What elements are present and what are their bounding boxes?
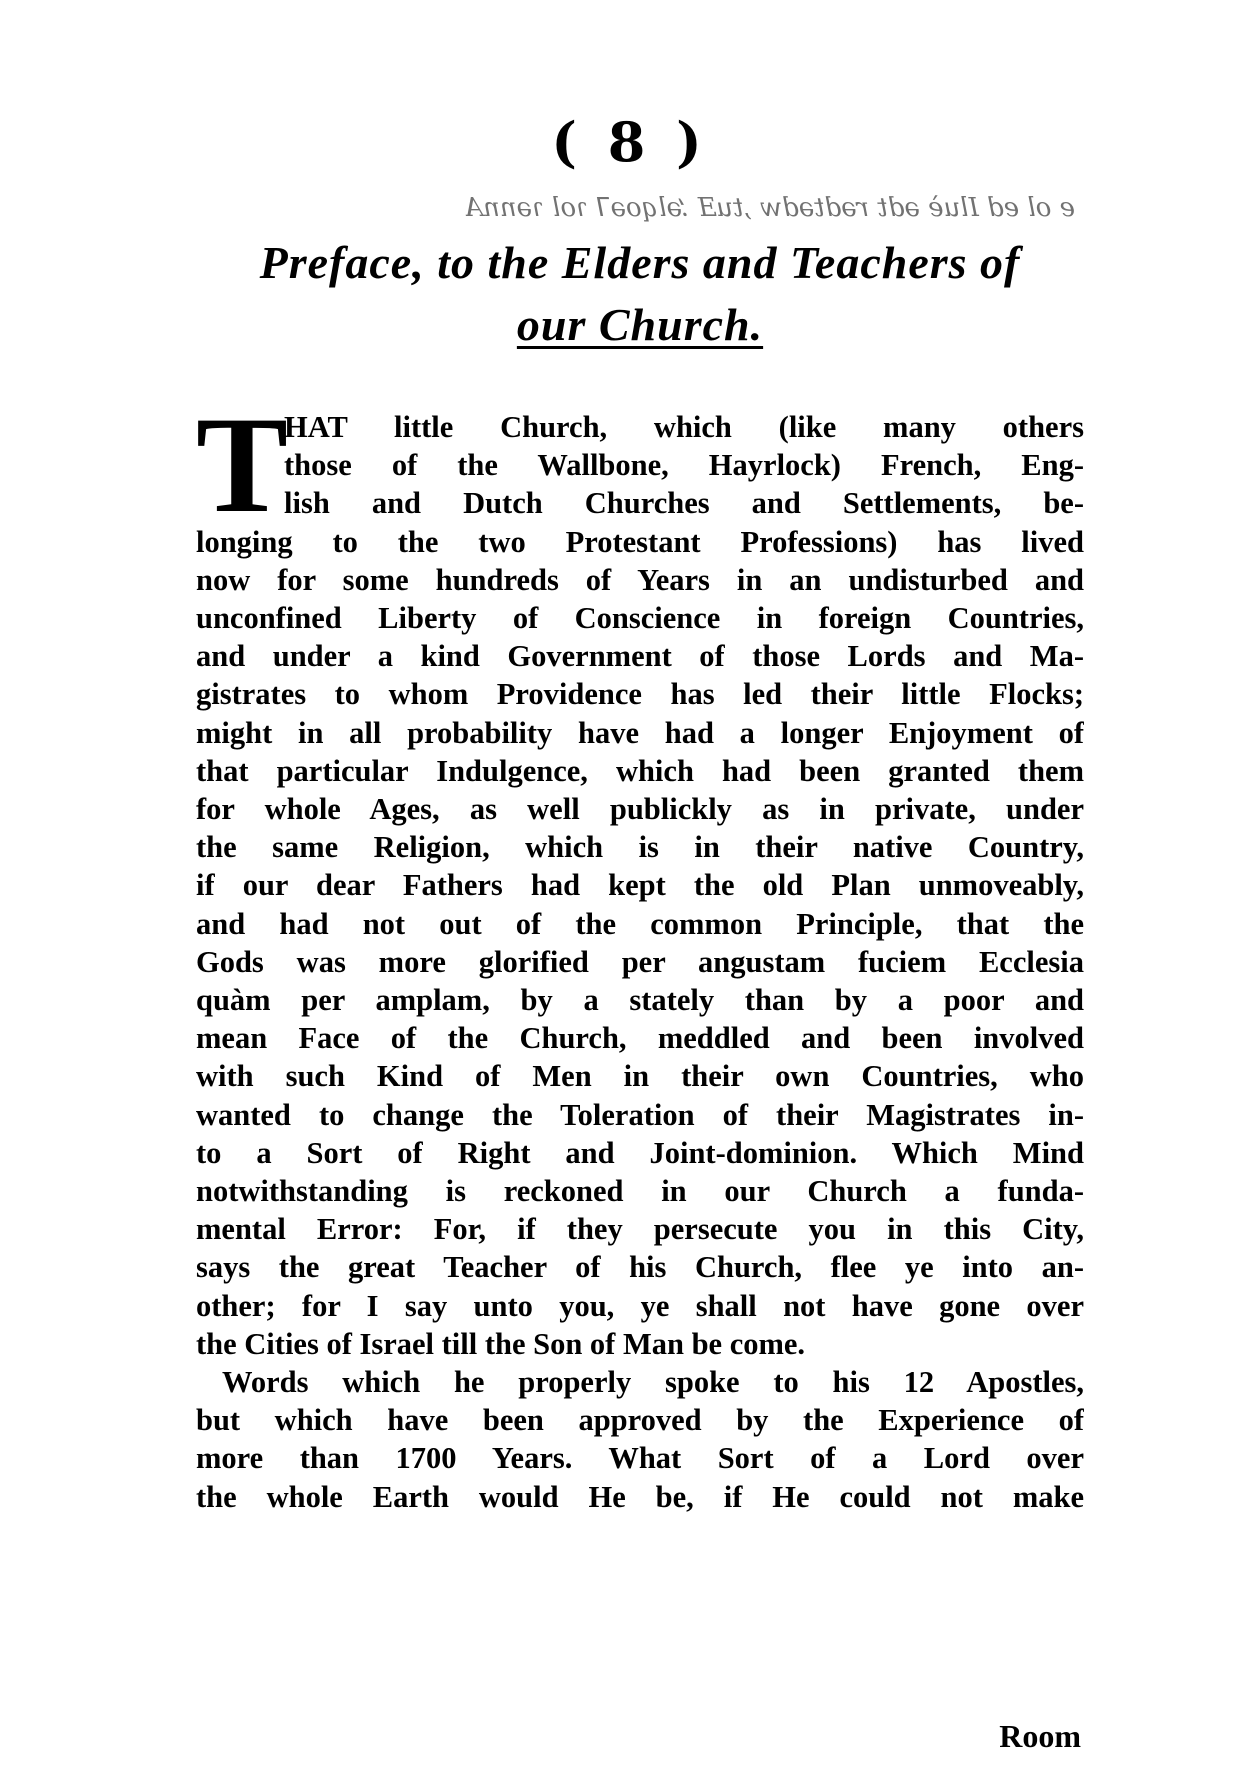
text-line: says the great Teacher of his Church, flee ye into an-	[196, 1250, 1084, 1285]
text-line: longing to the two Protestant Professions) has lived	[196, 524, 1084, 559]
text-line: unconfined Liberty of Conscience in foreign Countries,	[196, 601, 1084, 636]
text-line: that particular Indulgence, which had been granted them	[196, 753, 1084, 788]
text-line: gistrates to whom Providence has led their little Flocks;	[196, 677, 1084, 712]
text-line: for whole Ages, as well publickly as in private, under	[196, 792, 1084, 827]
section-heading	[200, 232, 1080, 356]
text-line: Words which he properly spoke to his 12 Apostles,	[222, 1365, 1084, 1400]
text-line: mental Error: For, if they persecute you in this City,	[196, 1212, 1084, 1247]
text-line: now for some hundreds of Years in an undisturbed and	[196, 562, 1084, 597]
text-line: quàm per amplam, by a stately than by a poor and	[196, 983, 1084, 1018]
text-line: with such Kind of Men in their own Countries, who	[196, 1059, 1084, 1094]
catchword: Room	[999, 1718, 1081, 1754]
text-line: but which have been approved by the Experience of	[196, 1403, 1084, 1438]
heading-line-2: our Church.	[516, 299, 764, 350]
text-line: lish and Dutch Churches and Settlements, be-	[284, 486, 1084, 521]
text-line: notwithstanding is reckoned in our Church a funda-	[196, 1174, 1084, 1209]
text-line: and had not out of the common Principle, that the	[196, 906, 1084, 941]
text-line: more than 1700 Years. What Sort of a Lord over	[196, 1441, 1084, 1476]
text-line: other; for I say unto you, ye shall not have gone over	[196, 1288, 1084, 1323]
text-line: if our dear Fathers had kept the old Plan unmoveably,	[196, 868, 1084, 903]
drop-cap: T	[196, 388, 289, 541]
body-text	[196, 408, 1084, 1516]
text-line: might in all probability have had a longer Enjoyment of	[196, 715, 1084, 750]
page-number: ( 8 )	[551, 110, 708, 174]
text-line: the same Religion, which is in their native Country,	[196, 830, 1084, 865]
heading-line-1: Preface, to the Elders and Teachers of	[259, 237, 1021, 288]
text-line: those of the Wallbone, Hayrlock) French, Eng-	[284, 448, 1084, 483]
text-line: the Cities of Israel till the Son of Man be come.	[196, 1326, 806, 1361]
text-line: mean Face of the Church, meddled and been involved	[196, 1021, 1084, 1056]
text-line: and under a kind Government of those Lords and Ma-	[196, 639, 1084, 674]
text-line: to a Sort of Right and Joint-dominion. Which Mind	[196, 1135, 1084, 1170]
bleed-through-text: e ol ed Iluè ədt rədtədw ,tuƎ ⸵əlqoə⅂ ɿol ɿənnA	[464, 193, 1075, 223]
text-line: HAT little Church, which (like many others	[284, 410, 1084, 444]
text-line: Gods was more glorified per angustam fuciem Ecclesia	[196, 944, 1084, 979]
text-line: the whole Earth would He be, if He could not make	[196, 1479, 1084, 1514]
text-line: wanted to change the Toleration of their Magistrates in-	[196, 1097, 1084, 1132]
